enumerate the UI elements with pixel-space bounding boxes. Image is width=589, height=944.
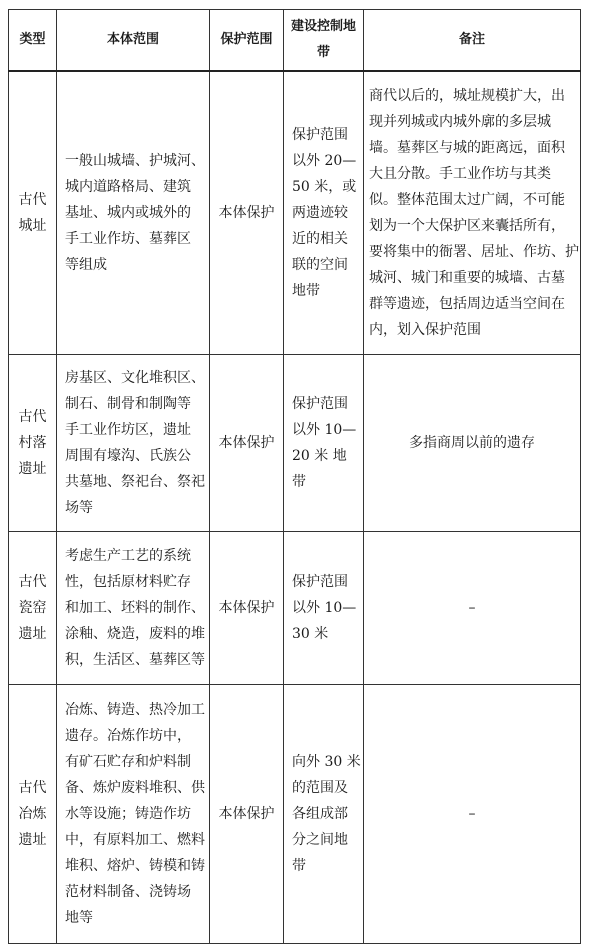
type-line: 遗址 xyxy=(18,626,47,642)
control-line: 两遗迹较 xyxy=(292,205,348,221)
notes-line: 商代以后的，城址规模扩大，出 xyxy=(369,88,565,104)
cell-notes: – xyxy=(364,685,581,944)
control-line: 50 米，或 xyxy=(292,179,357,195)
type-line: 遗址 xyxy=(18,832,47,848)
control-line: 保护范围 xyxy=(292,396,348,412)
scope-line: 范材料制备、浇铸场 xyxy=(65,884,191,900)
cell-type xyxy=(9,355,57,532)
notes-line: 现并列城或内城外廓的多层城 xyxy=(369,114,551,130)
cell-protection: 本体保护 xyxy=(210,71,284,355)
scope-line: 有矿石贮存和炉料制 xyxy=(65,754,191,770)
scope-line: 考虑生产工艺的系统 xyxy=(65,548,191,564)
cell-control xyxy=(284,532,364,685)
scope-line: 性，包括原材料贮存 xyxy=(65,574,191,590)
notes-line: 大且分散。手工业作坊与其类 xyxy=(369,166,551,182)
notes-line: 划为一个大保护区来囊括所有， xyxy=(369,218,565,234)
header-type: 类型 xyxy=(9,10,57,72)
type-line: 瓷窑 xyxy=(18,600,47,616)
header-scope: 本体范围 xyxy=(57,10,210,72)
type-line: 古代 xyxy=(18,409,47,425)
type-line: 村落 xyxy=(18,435,47,451)
cell-control xyxy=(284,355,364,532)
cell-control xyxy=(284,685,364,944)
cell-scope xyxy=(57,685,210,944)
cell-scope xyxy=(57,71,210,355)
cell-scope xyxy=(57,355,210,532)
notes-line: 群等遗迹，包括周边适当空间在 xyxy=(369,296,565,312)
scope-line: 备、炼炉废料堆积、供 xyxy=(65,780,205,796)
notes-line: 要将集中的衙署、居址、作坊、护 xyxy=(369,244,579,260)
table-row xyxy=(9,71,581,355)
scope-line: 涂釉、烧造，废料的堆 xyxy=(65,626,205,642)
type-line: 古代 xyxy=(18,780,47,796)
control-line: 带 xyxy=(292,474,306,490)
header-notes: 备注 xyxy=(364,10,581,72)
cell-scope xyxy=(57,532,210,685)
type-line: 城址 xyxy=(18,218,47,234)
scope-line: 地等 xyxy=(65,910,93,926)
header-control xyxy=(284,10,364,72)
control-line: 分之间地 xyxy=(292,832,348,848)
cell-protection: 本体保护 xyxy=(210,355,284,532)
scope-line: 基址、城内或城外的 xyxy=(65,205,191,221)
type-line: 遗址 xyxy=(18,461,47,477)
control-line: 的范围及 xyxy=(292,780,348,796)
notes-line: 墙。墓葬区与城的距离远，面积 xyxy=(369,140,565,156)
scope-line: 手工业作坊区，遗址 xyxy=(65,422,191,438)
scope-line: 一般山城墙、护城河、 xyxy=(65,153,205,169)
scope-line: 场等 xyxy=(65,500,93,516)
scope-line: 周围有壕沟、氏族公 xyxy=(65,448,191,464)
header-row xyxy=(9,10,581,72)
cell-notes: 多指商周以前的遗存 xyxy=(364,355,581,532)
type-line: 古代 xyxy=(18,192,47,208)
scope-line: 和加工、坯料的制作、 xyxy=(65,600,205,616)
scope-line: 手工业作坊、墓葬区 xyxy=(65,231,191,247)
header-control-text: 建设控制地带 xyxy=(290,19,356,60)
scope-line: 水等设施；铸造作坊 xyxy=(65,806,191,822)
table-wrapper xyxy=(8,9,580,944)
control-line: 地带 xyxy=(292,283,320,299)
control-line: 20 米 地 xyxy=(292,448,347,464)
control-line: 保护范围 xyxy=(292,127,348,143)
control-line: 各组成部 xyxy=(292,806,348,822)
cell-notes xyxy=(364,71,581,355)
scope-line: 冶炼、铸造、热冷加工 xyxy=(65,702,205,718)
control-line: 向外 30 米 xyxy=(292,754,361,770)
scope-line: 积，生活区、墓葬区等 xyxy=(65,652,205,668)
scope-line: 等组成 xyxy=(65,257,107,273)
notes-line: 城河、城门和重要的城墙、古墓 xyxy=(369,270,565,286)
header-protection: 保护范围 xyxy=(210,10,284,72)
cell-type xyxy=(9,685,57,944)
control-line: 以外 20— xyxy=(292,153,357,169)
cell-protection: 本体保护 xyxy=(210,532,284,685)
type-line: 古代 xyxy=(18,574,47,590)
table-row xyxy=(9,532,581,685)
heritage-protection-table xyxy=(8,9,581,944)
scope-line: 共墓地、祭祀台、祭祀 xyxy=(65,474,205,490)
type-line: 冶炼 xyxy=(18,806,47,822)
cell-control xyxy=(284,71,364,355)
control-line: 联的空间 xyxy=(292,257,348,273)
table-row xyxy=(9,685,581,944)
scope-line: 房基区、文化堆积区、 xyxy=(65,370,205,386)
scope-line: 制石、制骨和制陶等 xyxy=(65,396,191,412)
scope-line: 中，有原料加工、燃料 xyxy=(65,832,205,848)
cell-notes: – xyxy=(364,532,581,685)
notes-line: 似。整体范围太过广阔，不可能 xyxy=(369,192,565,208)
scope-line: 城内道路格局、建筑 xyxy=(65,179,191,195)
cell-type xyxy=(9,532,57,685)
cell-protection: 本体保护 xyxy=(210,685,284,944)
table-body xyxy=(9,71,581,944)
control-line: 近的相关 xyxy=(292,231,348,247)
control-line: 带 xyxy=(292,858,306,874)
table-row xyxy=(9,355,581,532)
cell-type xyxy=(9,71,57,355)
scope-line: 遗存。冶炼作坊中， xyxy=(65,728,191,744)
notes-line: 内，划入保护范围 xyxy=(369,322,481,338)
scope-line: 堆积、熔炉、铸模和铸 xyxy=(65,858,205,874)
control-line: 以外 10— xyxy=(292,422,357,438)
control-line: 保护范围 xyxy=(292,574,348,590)
control-line: 以外 10— xyxy=(292,600,357,616)
control-line: 30 米 xyxy=(292,626,329,642)
